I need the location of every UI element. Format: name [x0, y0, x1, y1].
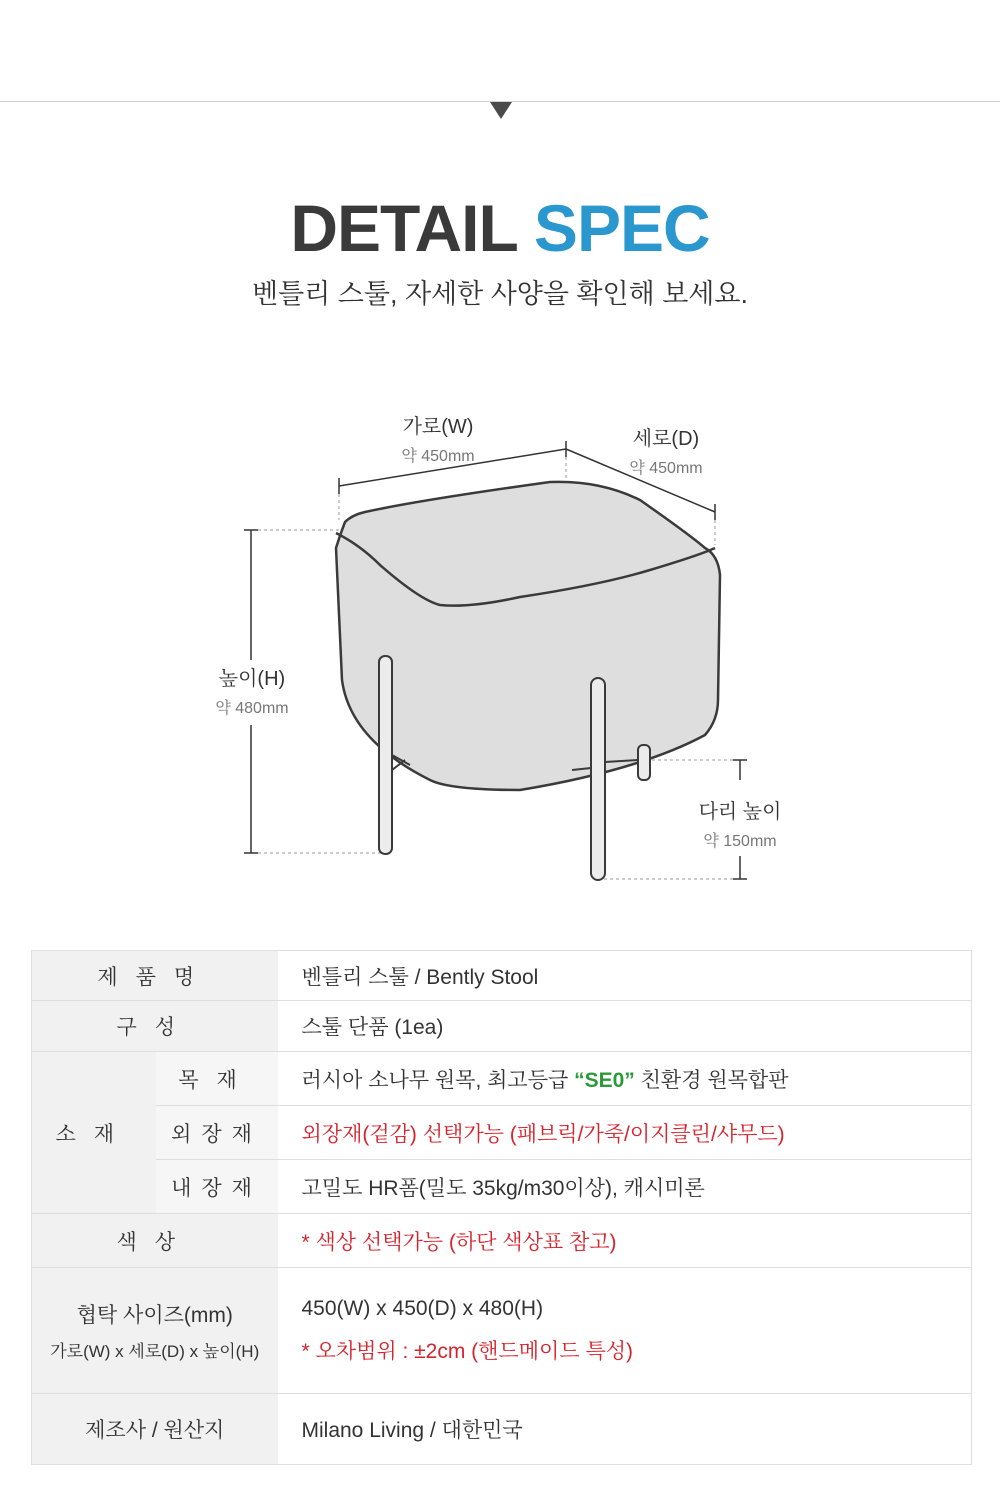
interior-label: 내장재 [156, 1160, 278, 1214]
spec-row-size [32, 1268, 972, 1394]
product-name-value: 벤틀리 스툴 / Bently Stool [278, 951, 972, 1001]
depth-label-text: 세로(D) [632, 428, 700, 450]
depth-label [606, 422, 726, 478]
wood-label: 목재 [156, 1052, 278, 1106]
title-main: DETAIL [290, 191, 517, 265]
height-label-text: 높이(H) [218, 668, 286, 690]
composition-label: 구성 [32, 1001, 278, 1052]
spec-row-interior [32, 1160, 972, 1214]
width-label-text: 가로(W) [402, 416, 474, 438]
spec-table [31, 950, 972, 1465]
title-accent: SPEC [533, 191, 710, 265]
maker-value: Milano Living / 대한민국 [278, 1394, 972, 1465]
spec-row-composition [32, 1001, 972, 1052]
leg-height-label [680, 795, 800, 851]
spec-row-color [32, 1214, 972, 1268]
exterior-value: 외장재(겉감) 선택가능 (패브릭/가죽/이지클린/샤무드) [278, 1106, 972, 1160]
size-value [278, 1268, 972, 1394]
page-subtitle: 벤틀리 스툴, 자세한 사양을 확인해 보세요. [252, 279, 748, 309]
stool-diagram [0, 380, 1000, 900]
width-label [378, 410, 498, 466]
down-arrow-icon [490, 102, 512, 119]
size-label-sub: 가로(W) x 세로(D) x 높이(H) [50, 1342, 260, 1361]
maker-label: 제조사 / 원산지 [32, 1394, 278, 1465]
grade-highlight: “SE0” [574, 1068, 635, 1092]
size-tolerance-note: * 오차범위 : ±2cm (핸드메이드 특성) [301, 1339, 634, 1363]
spec-row-maker [32, 1394, 972, 1465]
exterior-label: 외장재 [156, 1106, 278, 1160]
size-label-main: 협탁 사이즈(mm) [76, 1304, 233, 1327]
interior-value: 고밀도 HR폼(밀도 35kg/m30이상), 캐시미론 [278, 1160, 972, 1214]
height-value: 약 480mm [215, 700, 289, 717]
page-title [0, 190, 1000, 266]
depth-value: 약 450mm [629, 460, 703, 477]
leg-label-text: 다리 높이 [698, 801, 782, 823]
width-value: 약 450mm [401, 448, 475, 465]
size-dimensions: 450(W) x 450(D) x 480(H) [301, 1296, 544, 1320]
product-name-label: 제품명 [32, 951, 278, 1001]
spec-row-exterior [32, 1106, 972, 1160]
size-label [32, 1268, 278, 1394]
cushion-body [336, 482, 720, 790]
spec-row-product [32, 951, 972, 1001]
color-value: * 색상 선택가능 (하단 색상표 참고) [278, 1214, 972, 1268]
color-label: 색상 [32, 1214, 278, 1268]
height-label [192, 662, 312, 718]
spec-row-wood [32, 1052, 972, 1106]
leg-value: 약 150mm [703, 833, 777, 850]
wood-value: 러시아 소나무 원목, 최고등급 “SE0” 친환경 원목합판 [278, 1052, 972, 1106]
material-label: 소재 [32, 1052, 156, 1214]
composition-value: 스툴 단품 (1ea) [278, 1001, 972, 1052]
